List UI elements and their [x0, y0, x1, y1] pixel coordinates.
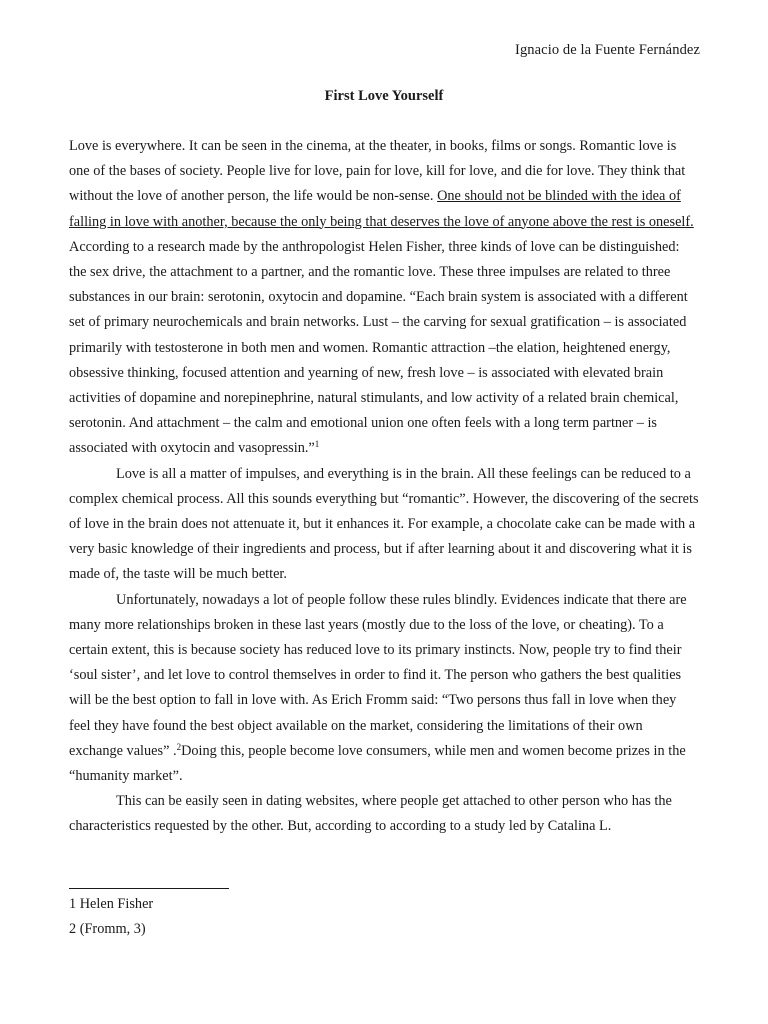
paragraph-3: Love is all a matter of impulses, and everything is in the brain. All these feelings can be reduced to a complex chemical process. All this sounds everything but “romantic”. However, the discovering of the secrets of love in the brain does not attenuate it, but it enhances it. For example, a chocolate cake can be made with a very basic knowledge of their ingredients and process, but if after learning about it and discovering what it is made of, the taste will be much better. — [69, 465, 699, 583]
footnote-2: 2 (Fromm, 3) — [69, 921, 146, 937]
paragraph-5: This can be easily seen in dating websites, where people get attached to other person who has the characteristics requested by the other. But, according to according to a study led by Catalina L. — [69, 793, 672, 835]
paragraph-4-text-b: Doing this, people become love consumers, while men and women become prizes in the “humanity market”. — [69, 742, 686, 785]
footnote-separator — [69, 888, 229, 889]
document-body — [69, 134, 699, 840]
paragraph-2 — [69, 235, 699, 462]
paragraph-2-text: According to a research made by the anthropologist Helen Fisher, three kinds of love can be distinguished: the sex drive, the attachment to a partner, and the romantic love. These three impulses are related to three substances in our brain: serotonin, oxytocin and dopamine. “Each brain system is associated with a different set of primary neurochemicals and brain networks. Lust – the carving for sexual gratification – is associated primarily with testosterone in both men and women. Romantic attraction –the elation, heightened energy, obsessive thinking, focused attention and yearning of new, fresh love – is associated with elevated brain activities of dopamine and norepinephrine, natural stimulants, and low activity of a related brain chemical, serotonin. And attachment – the calm and emotional union one often feels with a long term partner – is associated with oxytocin and vasopressin.” — [69, 238, 688, 457]
footnote-ref-1[interactable]: 1 — [314, 439, 320, 450]
thesis-statement: One should not be blinded with the idea of falling in love with another, because the only being that deserves the love of anyone above the rest is oneself. — [69, 188, 694, 230]
paragraph-4-text-a: Unfortunately, nowadays a lot of people follow these rules blindly. Evidences indicate that there are many more relationships broken in these last years (mostly due to the loss of the love, or cheating). To a certain extent, this is because society has reduced love to its primary instincts. Now, people try to find their ‘soul sister’, and let love to control themselves in order to find it. The person who gathers the best qualities will be the best option to fall in love with. As Erich Fromm said: “Two persons thus fall in love when they feel they have found the best object available on the market, considering the limitations of their own exchange values” . — [69, 591, 687, 759]
paragraph-1-text: Love is everywhere. It can be seen in the cinema, at the theater, in books, films or songs. Romantic love is one of the bases of society. People live for love, pain for love, kill for love, and die for love. They think that without the love of another person, the life would be non-sense. — [69, 138, 686, 205]
footnote-1: 1 Helen Fisher — [69, 896, 154, 912]
paragraph-4 — [69, 588, 699, 790]
footnote-ref-2[interactable]: 2 — [176, 741, 182, 752]
paragraph-1 — [69, 134, 699, 235]
footnotes — [69, 892, 153, 942]
author-header: Ignacio de la Fuente Fernández — [515, 42, 700, 58]
document-title: First Love Yourself — [324, 88, 444, 104]
